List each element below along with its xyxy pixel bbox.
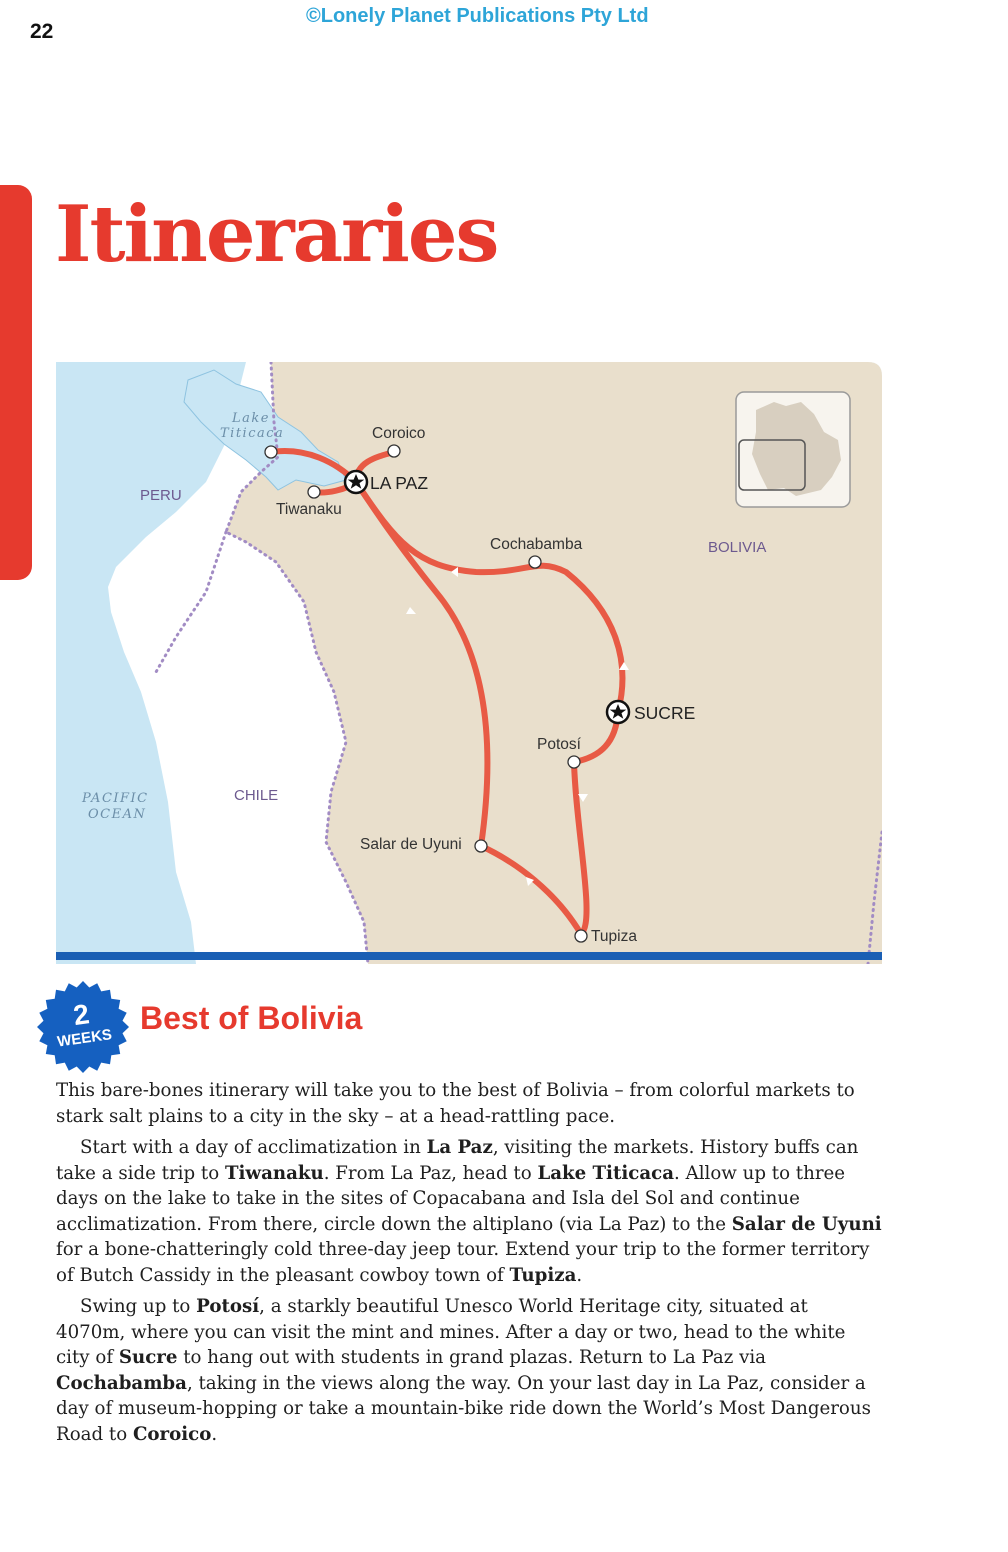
map-bottom-bar <box>56 952 882 960</box>
country-label-chile: CHILE <box>234 787 279 804</box>
itinerary-text <box>56 1078 882 1447</box>
label-cochabamba: Cochabamba <box>490 536 583 553</box>
inset-locator-map <box>736 392 850 507</box>
marker-potosi <box>568 756 580 768</box>
place-name: Potosí <box>196 1296 260 1317</box>
marker-la-paz <box>345 471 367 493</box>
place-name: Coroico <box>132 1423 212 1445</box>
badge-unit: WEEKS <box>56 1026 114 1051</box>
marker-tupiza <box>575 930 587 942</box>
place-name: Lake Titicaca <box>537 1162 674 1184</box>
page-title: Itineraries <box>55 189 498 280</box>
label-potosi: Potosí <box>537 736 581 753</box>
label-sucre: SUCRE <box>634 703 696 723</box>
place-name: Cochabamba <box>56 1372 187 1394</box>
ocean-label-line1: PACIFIC <box>82 791 149 806</box>
chapter-tab <box>0 185 32 580</box>
marker-cochabamba <box>529 556 541 568</box>
label-tiwanaku: Tiwanaku <box>276 501 342 518</box>
label-salar-de-uyuni: Salar de Uyuni <box>360 836 462 853</box>
place-name: Tupiza <box>509 1264 577 1286</box>
place-name: Sucre <box>118 1347 178 1368</box>
section-title: Best of Bolivia <box>140 1000 363 1036</box>
paragraph-intro: This bare-bones itinerary will take you to the best of Bolivia – from colorful markets to stark salt plains to a city in the sky – at a head-rattling pace. <box>56 1080 855 1127</box>
marker-coroico <box>388 445 400 457</box>
label-coroico: Coroico <box>372 425 426 442</box>
place-name: La Paz <box>426 1137 493 1158</box>
lake-label-line2: Titicaca <box>220 426 285 441</box>
ocean-label-line2: OCEAN <box>88 807 147 822</box>
copyright-notice: ©Lonely Planet Publications Pty Ltd <box>306 5 649 27</box>
country-label-peru: PERU <box>140 487 182 504</box>
page-number: 22 <box>30 20 54 43</box>
lake-label-line1: Lake <box>232 411 270 426</box>
label-la-paz: LA PAZ <box>370 473 429 493</box>
duration-badge <box>36 980 130 1074</box>
place-name: Tiwanaku <box>224 1162 324 1184</box>
itinerary-map <box>56 362 882 964</box>
label-tupiza: Tupiza <box>591 928 637 945</box>
paragraph-route-1: Start with a day of acclimatization in La Paz, visiting the markets. History buffs can take a side trip to Tiwanaku. From La Paz, head to Lake Titicaca. Allow up to three days on the lake to take in the sites of Copacabana and Isla del Sol and continue acclimatization. From there, circle down the altiplano (via La Paz) to the Salar de Uyuni for a bone-chatteringly cold three-day jeep tour. Extend your trip to the former territory of Butch Cassidy in the pleasant cowboy town of Tupiza. <box>56 1137 882 1286</box>
marker-sucre <box>607 701 629 723</box>
marker-titicaca <box>265 446 277 458</box>
marker-tiwanaku <box>308 486 320 498</box>
country-label-bolivia: BOLIVIA <box>708 539 767 556</box>
badge-number: 2 <box>71 998 92 1032</box>
marker-salar <box>475 840 487 852</box>
paragraph-route-2: Swing up to Potosí, a starkly beautiful Unesco World Heritage city, situated at 4070m, where you can visit the mint and mines. After a day or two, head to the white city of Sucre to hang out with students in grand plazas. Return to La Paz via Cochabamba, taking in the views along the way. On your last day in La Paz, consider a day of museum-hopping or take a mountain-bike ride down the World’s Most Dangerous Road to Coroico. <box>56 1296 871 1445</box>
place-name: Salar de Uyuni <box>731 1213 882 1235</box>
